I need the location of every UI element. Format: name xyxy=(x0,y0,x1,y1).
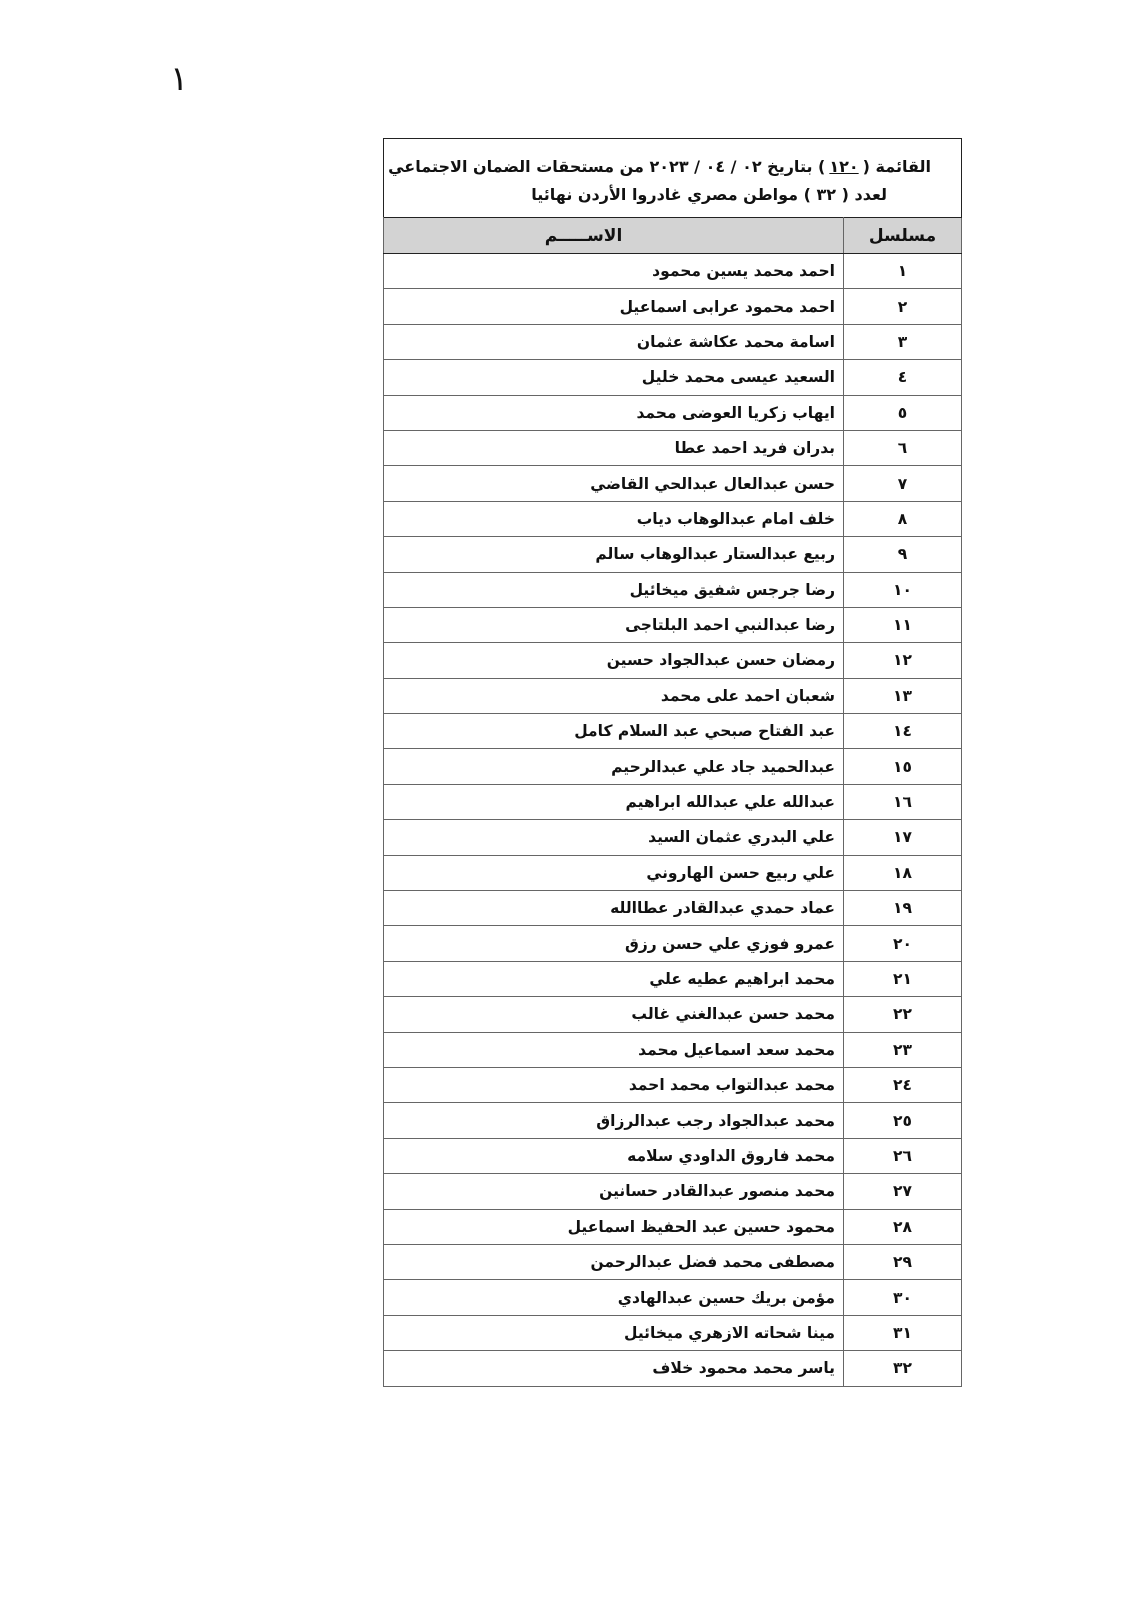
table-row xyxy=(384,891,962,926)
row-serial: ٢٩ xyxy=(844,1244,962,1279)
header-prefix: القائمة ( xyxy=(862,157,931,176)
row-name: علي البدري عثمان السيد xyxy=(384,820,844,855)
table-body xyxy=(384,254,962,1387)
row-serial: ٢١ xyxy=(844,961,962,996)
row-name: رمضان حسن عبدالجواد حسين xyxy=(384,643,844,678)
row-serial: ٤ xyxy=(844,360,962,395)
row-serial: ٢٠ xyxy=(844,926,962,961)
row-serial: ١٦ xyxy=(844,784,962,819)
table-row xyxy=(384,572,962,607)
row-name: حسن عبدالعال عبدالحي القاضي xyxy=(384,466,844,501)
row-serial: ٢٨ xyxy=(844,1209,962,1244)
row-serial: ٢٥ xyxy=(844,1103,962,1138)
table-row xyxy=(384,395,962,430)
table-row xyxy=(384,749,962,784)
row-serial: ٣١ xyxy=(844,1315,962,1350)
column-header-name: الاســـــم xyxy=(384,218,844,254)
table-row xyxy=(384,430,962,465)
row-serial: ٣٢ xyxy=(844,1351,962,1386)
row-name: عبدالحميد جاد علي عبدالرحيم xyxy=(384,749,844,784)
page-number: ١ xyxy=(170,59,189,99)
row-name: محمد عبدالجواد رجب عبدالرزاق xyxy=(384,1103,844,1138)
table-row xyxy=(384,1174,962,1209)
row-name: محمد فاروق الداودي سلامه xyxy=(384,1138,844,1173)
row-name: محمد عبدالتواب محمد احمد xyxy=(384,1067,844,1102)
row-serial: ٢ xyxy=(844,289,962,324)
row-serial: ٢٣ xyxy=(844,1032,962,1067)
row-name: محمد ابراهيم عطيه علي xyxy=(384,961,844,996)
row-serial: ١٧ xyxy=(844,820,962,855)
row-name: عمرو فوزي علي حسن رزق xyxy=(384,926,844,961)
column-header-serial: مسلسل xyxy=(844,218,962,254)
row-name: رضا عبدالنبي احمد البلتاجى xyxy=(384,607,844,642)
row-serial: ٢٤ xyxy=(844,1067,962,1102)
table-row xyxy=(384,1103,962,1138)
header-line-2: لعدد ( ٣٢ ) مواطن مصري غادروا الأردن نهائيا xyxy=(531,185,887,204)
row-name: محمد حسن عبدالغني غالب xyxy=(384,997,844,1032)
table-row xyxy=(384,607,962,642)
row-serial: ٢٦ xyxy=(844,1138,962,1173)
row-serial: ٣ xyxy=(844,324,962,359)
table-row xyxy=(384,678,962,713)
table-header-row xyxy=(384,218,962,254)
row-serial: ١١ xyxy=(844,607,962,642)
row-name: ربيع عبدالستار عبدالوهاب سالم xyxy=(384,537,844,572)
table-row xyxy=(384,1280,962,1315)
table-row xyxy=(384,784,962,819)
row-name: محمد منصور عبدالقادر حسانين xyxy=(384,1174,844,1209)
table-row xyxy=(384,360,962,395)
row-name: عماد حمدي عبدالقادر عطاالله xyxy=(384,891,844,926)
table-row xyxy=(384,820,962,855)
table-row xyxy=(384,537,962,572)
table-row xyxy=(384,855,962,890)
list-number: ١٢٠ xyxy=(829,157,859,176)
row-name: مصطفى محمد فضل عبدالرحمن xyxy=(384,1244,844,1279)
row-serial: ١ xyxy=(844,254,962,289)
row-name: عبدالله علي عبدالله ابراهيم xyxy=(384,784,844,819)
row-name: السعيد عيسى محمد خليل xyxy=(384,360,844,395)
row-name: مينا شحاته الازهري ميخائيل xyxy=(384,1315,844,1350)
row-serial: ١٩ xyxy=(844,891,962,926)
row-serial: ٦ xyxy=(844,430,962,465)
row-name: علي ربيع حسن الهاروني xyxy=(384,855,844,890)
row-serial: ٣٠ xyxy=(844,1280,962,1315)
table-row xyxy=(384,1138,962,1173)
table-row xyxy=(384,961,962,996)
table-row xyxy=(384,466,962,501)
table-row xyxy=(384,714,962,749)
document-table xyxy=(383,138,962,1387)
table-row xyxy=(384,254,962,289)
row-serial: ٢٧ xyxy=(844,1174,962,1209)
row-name: ياسر محمد محمود خلاف xyxy=(384,1351,844,1386)
names-table xyxy=(383,217,962,1387)
row-serial: ١٠ xyxy=(844,572,962,607)
row-serial: ١٢ xyxy=(844,643,962,678)
row-serial: ٨ xyxy=(844,501,962,536)
table-row xyxy=(384,501,962,536)
row-name: محمد سعد اسماعيل محمد xyxy=(384,1032,844,1067)
row-name: شعبان احمد على محمد xyxy=(384,678,844,713)
table-row xyxy=(384,1244,962,1279)
header-line-1 xyxy=(388,153,931,181)
row-name: رضا جرجس شفيق ميخائيل xyxy=(384,572,844,607)
row-name: محمود حسين عبد الحفيظ اسماعيل xyxy=(384,1209,844,1244)
row-serial: ٢٢ xyxy=(844,997,962,1032)
table-row xyxy=(384,1209,962,1244)
table-row xyxy=(384,1315,962,1350)
table-row xyxy=(384,1067,962,1102)
list-header xyxy=(383,138,962,217)
table-row xyxy=(384,926,962,961)
row-name: مؤمن بريك حسين عبدالهادي xyxy=(384,1280,844,1315)
table-row xyxy=(384,1032,962,1067)
row-name: خلف امام عبدالوهاب دياب xyxy=(384,501,844,536)
header-suffix: ) بتاريخ ٠٢ / ٠٤ / ٢٠٢٣ من مستحقات الضمان الاجتماعي xyxy=(388,157,826,176)
table-row xyxy=(384,643,962,678)
row-serial: ١٨ xyxy=(844,855,962,890)
row-serial: ١٤ xyxy=(844,714,962,749)
row-serial: ٥ xyxy=(844,395,962,430)
row-name: احمد محمود عرابى اسماعيل xyxy=(384,289,844,324)
table-row xyxy=(384,289,962,324)
row-name: عبد الفتاح صبحي عبد السلام كامل xyxy=(384,714,844,749)
row-serial: ٧ xyxy=(844,466,962,501)
row-serial: ١٣ xyxy=(844,678,962,713)
row-serial: ٩ xyxy=(844,537,962,572)
row-name: اسامة محمد عكاشة عثمان xyxy=(384,324,844,359)
table-row xyxy=(384,324,962,359)
row-name: ايهاب زكريا العوضى محمد xyxy=(384,395,844,430)
row-name: احمد محمد يسين محمود xyxy=(384,254,844,289)
table-row xyxy=(384,1351,962,1386)
table-row xyxy=(384,997,962,1032)
row-name: بدران فريد احمد عطا xyxy=(384,430,844,465)
row-serial: ١٥ xyxy=(844,749,962,784)
